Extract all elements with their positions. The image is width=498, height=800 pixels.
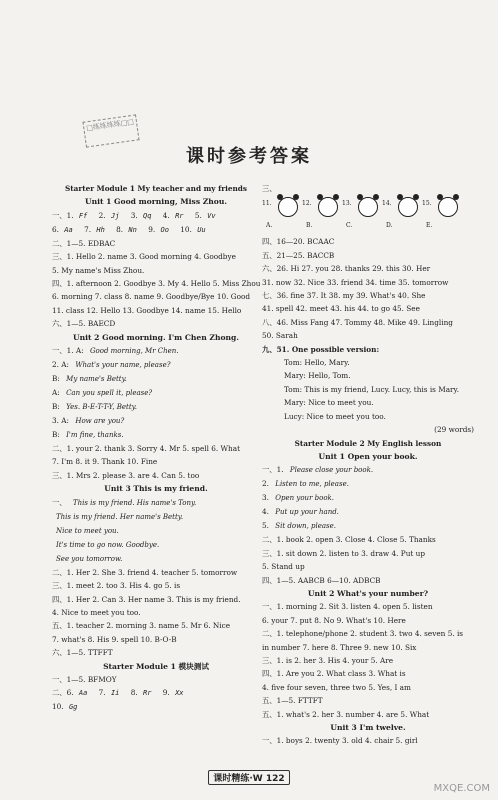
sentence-row: 一、 This is my friend. His name's Tony. — [52, 496, 260, 510]
section-label: 三、 — [262, 184, 277, 193]
answer-line: 八、46. Miss Fang 47. Tommy 48. Mike 49. Lingling — [262, 317, 453, 327]
answer-line: 五、1—5. FTTFT — [262, 696, 323, 706]
unit-title: Unit 3 This is my friend. — [104, 484, 208, 494]
panda-icon — [278, 197, 298, 217]
handwriting-row: 二、6. Aa 7. Ii 8. Rr 9. Xx — [52, 686, 260, 700]
sentence-row: 3. Open your book. — [262, 491, 474, 505]
answer-line: 三、1. sit down 2. listen to 3. draw 4. Put up — [262, 548, 426, 558]
answer-line: 三、1. is 2. her 3. His 4. your 5. Are — [262, 655, 394, 665]
answer-line: 一、1. morning 2. Sit 3. listen 4. open 5. listen — [262, 602, 433, 612]
answer-line: 二、1. your 2. thank 3. Sorry 4. Mr 5. spell 6. What — [52, 444, 241, 454]
answer-line: 二、1. Her 2. She 3. friend 4. teacher 5. tomorrow — [52, 567, 238, 577]
unit-title: Unit 1 Good morning, Miss Zhou. — [84, 197, 228, 207]
dialogue-line: Mary: Hello, Tom. — [284, 371, 351, 381]
sentence-row: 5. Sit down, please. — [262, 519, 474, 533]
sentence-row: This is my friend. Her name's Betty. — [52, 510, 260, 524]
answer-line: 7. I'm 8. it 9. Thank 10. Fine — [52, 457, 158, 467]
page-title: 课时参考答案 — [186, 146, 312, 167]
answer-line: 一、1—5. BFMOY — [52, 674, 117, 684]
page-footer: 课时精练·W 122 — [0, 770, 498, 785]
answer-line: 六、1—5. BAECD — [52, 319, 116, 329]
panda-icon — [358, 197, 378, 217]
answer-line: 41. spell 42. meet 43. his 44. to go 45. See — [262, 304, 420, 314]
answer-line: 三、1. Hello 2. name 3. Good morning 4. Goodbye — [52, 252, 236, 262]
unit-title: Unit 2 What's your number? — [307, 588, 429, 598]
answer-line: 四、1. afternoon 2. Goodbye 3. My 4. Hello 5. Miss Zhou — [52, 279, 260, 289]
unit-title: Unit 3 I'm twelve. — [330, 723, 406, 732]
dialogue-line: Lucy: Nice to meet you too. — [284, 411, 386, 421]
handwriting-row: 一、1. Ff 2. Jj 3. Qq 4. Rr 5. Vv — [52, 209, 260, 223]
answer-line: 11. class 12. Hello 13. Goodbye 14. name 15. Hello — [52, 305, 242, 315]
answer-line: 六、1—5. TTFFT — [52, 648, 113, 658]
answer-line: 四、1. Are you 2. What class 3. What is — [262, 669, 406, 679]
sentence-row: 2. Listen to me, please. — [262, 477, 474, 491]
answer-line: 四、16—20. BCAAC — [262, 237, 335, 247]
panda-icon — [318, 197, 338, 217]
sentence-row: B: My name's Betty. — [52, 372, 260, 386]
sentence-row: 一、1. A: Good morning, Mr Chen. — [52, 344, 260, 358]
answer-line: 四、1. Her 2. Can 3. Her name 3. This is my friend. — [52, 594, 241, 604]
sentence-row: A: Can you spell it, please? — [52, 386, 260, 400]
right-column — [262, 182, 474, 748]
left-column — [52, 182, 260, 714]
answer-line: 7. what's 8. His 9. spell 10. B-O-B — [52, 634, 177, 644]
answer-line: 6. morning 7. class 8. name 9. Goodbye/Bye 10. Good — [52, 292, 251, 302]
answer-line: 九、51. One possible version: — [262, 344, 380, 354]
answer-line: 二、1. book 2. open 3. Close 4. Close 5. Thanks — [262, 535, 436, 545]
unit-title: Unit 2 Good morning. I'm Chen Zhong. — [72, 332, 240, 342]
word-count: (29 words) — [434, 425, 474, 435]
sentence-row: 4. Put up your hand. — [262, 505, 474, 519]
stamp-mark: □练练练练□□ — [82, 114, 139, 147]
module-title: Starter Module 2 My English lesson — [294, 438, 442, 448]
answer-line: in number 7. here 8. Three 9. new 10. Six — [262, 642, 417, 652]
answer-line: 4. five four seven, three two 5. Yes, I am — [262, 682, 411, 692]
sentence-row: It's time to go now. Goodbye. — [52, 538, 260, 552]
answer-line: 四、1—5. AABCB 6—10. ADBCB — [262, 575, 381, 585]
answer-line: 31. now 32. Nice 33. friend 34. time 35. tomorrow — [262, 277, 449, 287]
answer-line: 五、1. teacher 2. morning 3. name 5. Mr 6. Nice — [52, 621, 231, 631]
sentence-row: B: Yes. B-E-T-T-Y, Betty. — [52, 400, 260, 414]
panda-matching: 11. 12. 13. 14. 15. A. B. C. D. E. — [262, 195, 474, 235]
sentence-row: 3. A: How are you? — [52, 414, 260, 428]
answer-line: 4. Nice to meet you too. — [52, 607, 141, 617]
dialogue-line: Mary: Nice to meet you. — [284, 398, 374, 408]
answer-line: 二、1—5. EDBAC — [52, 238, 116, 248]
panda-icon — [398, 197, 418, 217]
answer-line: 50. Sarah — [262, 331, 298, 341]
dialogue-line: Tom: This is my friend, Lucy. Lucy, this is Mary. — [284, 384, 460, 394]
answer-line: 6. your 7. put 8. No 9. What's 10. Here — [262, 615, 406, 625]
sentence-row: 2. A: What's your name, please? — [52, 358, 260, 372]
sentence-row: 一、1. Please close your book. — [262, 463, 474, 477]
module-title: Starter Module 1 My teacher and my friends — [65, 184, 247, 193]
answer-line: 六、26. Hi 27. you 28. thanks 29. this 30. Her — [262, 264, 431, 274]
answer-line: 五、21—25. BACCB — [262, 250, 335, 260]
handwriting-row: 10. Gg — [52, 700, 260, 714]
answer-line: 三、1. meet 2. too 3. His 4. go 5. is — [52, 581, 181, 591]
answer-line: 七、36. fine 37. It 38. my 39. What's 40. She — [262, 291, 426, 301]
answer-line: 三、1. Mrs 2. please 3. are 4. Can 5. too — [52, 470, 200, 480]
answer-line: 五、1. what's 2. her 3. number 4. are 5. What — [262, 709, 430, 719]
watermark: MXQE.COM — [433, 783, 490, 794]
panda-icon — [438, 197, 458, 217]
answer-line: 二、1. telephone/phone 2. student 3. two 4. seven 5. is — [262, 629, 464, 639]
sentence-row: B: I'm fine, thanks. — [52, 428, 260, 442]
answer-line: 5. My name's Miss Zhou. — [52, 265, 145, 275]
answer-line: 一、1. boys 2. twenty 3. old 4. chair 5. girl — [262, 736, 418, 746]
answer-line: 5. Stand up — [262, 562, 305, 572]
unit-title: Unit 1 Open your book. — [318, 451, 418, 461]
dialogue-line: Tom: Hello, Mary. — [284, 358, 350, 368]
sentence-row: See you tomorrow. — [52, 552, 260, 566]
handwriting-row: 6. Aa 7. Hh 8. Nn 9. Oo 10. Uu — [52, 223, 260, 237]
test-title: Starter Module 1 模块测试 — [103, 661, 209, 671]
sentence-row: Nice to meet you. — [52, 524, 260, 538]
